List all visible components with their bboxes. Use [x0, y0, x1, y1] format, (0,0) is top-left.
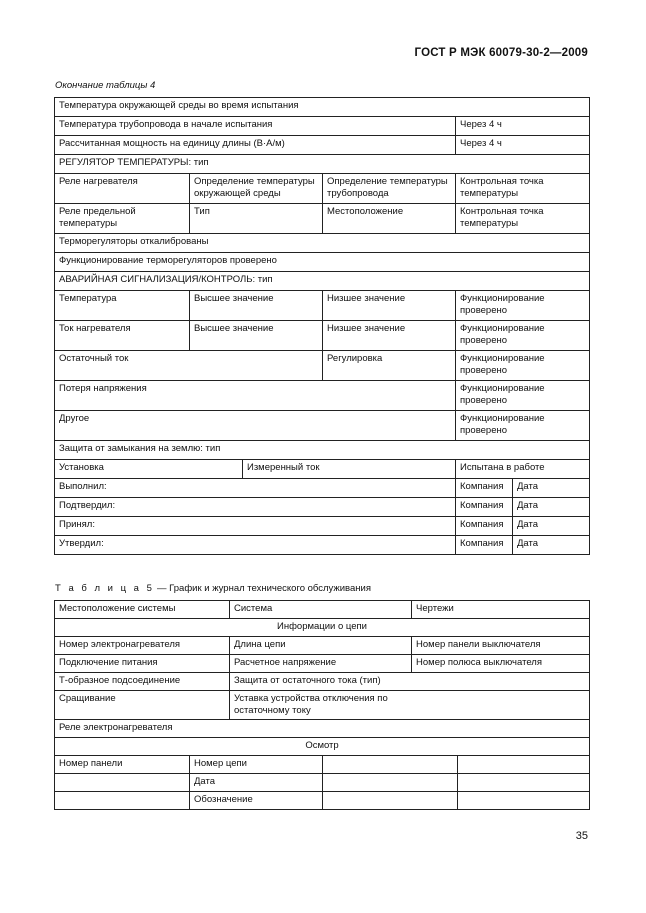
cell-voltage-loss: Потеря напряжения	[55, 381, 456, 411]
cell-circuit-info: Информации о цепи	[55, 619, 590, 637]
table-row	[55, 774, 590, 792]
cell-approved: Утвердил:	[55, 536, 456, 555]
cell-high-value: Высшее значение	[190, 291, 323, 321]
table-row	[55, 411, 590, 441]
cell-control-point: Контрольная точка температуры	[456, 174, 590, 204]
cell-location: Местоположение	[323, 204, 456, 234]
table-row	[55, 691, 590, 720]
cell-setting: Установка	[55, 460, 243, 479]
cell-inspection: Осмотр	[55, 738, 590, 756]
cell-date: Дата	[513, 536, 590, 555]
table-row	[55, 738, 590, 756]
cell-temperature: Температура	[55, 291, 190, 321]
table-row	[55, 536, 590, 555]
cell-date: Дата	[513, 479, 590, 498]
cell-breaker-panel-number: Номер панели выключателя	[412, 637, 590, 655]
table-row	[55, 272, 590, 291]
table-row	[55, 655, 590, 673]
table-row	[55, 253, 590, 272]
cell-performed: Выполнил:	[55, 479, 456, 498]
table-row	[55, 756, 590, 774]
cell-heater-relay: Реле нагревателя	[55, 174, 190, 204]
cell-measured-current: Измеренный ток	[243, 460, 456, 479]
table-row	[55, 637, 590, 655]
cell-empty	[55, 792, 190, 810]
table-row	[55, 720, 590, 738]
cell-func-checked: Функционирование проверено	[456, 321, 590, 351]
cell-empty	[458, 756, 590, 774]
table5-caption-title: — График и журнал технического обслуживания	[154, 583, 371, 594]
standard-header: ГОСТ Р МЭК 60079-30-2—2009	[414, 47, 588, 59]
cell-date: Дата	[513, 517, 590, 536]
cell-company: Компания	[456, 536, 513, 555]
cell-limit-relay: Реле предельной температуры	[55, 204, 190, 234]
cell-alarm: АВАРИЙНАЯ СИГНАЛИЗАЦИЯ/КОНТРОЛЬ: тип	[55, 272, 590, 291]
cell-after-4h: Через 4 ч	[456, 136, 590, 155]
cell-empty	[55, 774, 190, 792]
table-row	[55, 498, 590, 517]
cell-power-connection: Подключение питания	[55, 655, 230, 673]
cell-adjustment: Регулировка	[323, 351, 456, 381]
cell-high-value: Высшее значение	[190, 321, 323, 351]
cell-splicing: Сращивание	[55, 691, 230, 720]
cell-function-checked: Функционирование терморегуляторов проверено	[55, 253, 590, 272]
cell-designation: Обозначение	[190, 792, 323, 810]
cell-empty	[458, 792, 590, 810]
cell-panel-number: Номер панели	[55, 756, 190, 774]
cell-drawings: Чертежи	[412, 601, 590, 619]
table-row	[55, 673, 590, 691]
page-number: 35	[575, 830, 588, 842]
cell-pipe-detection: Определение температуры трубопровода	[323, 174, 456, 204]
table-row	[55, 381, 590, 411]
cell-func-checked: Функционирование проверено	[456, 291, 590, 321]
table5-caption	[55, 583, 371, 594]
cell-heater-number: Номер электронагревателя	[55, 637, 230, 655]
cell-type: Тип	[190, 204, 323, 234]
cell-low-value: Низшее значение	[323, 291, 456, 321]
table-row	[55, 601, 590, 619]
table-row	[55, 136, 590, 155]
cell-rcd-setting	[230, 691, 590, 720]
cell-low-value: Низшее значение	[323, 321, 456, 351]
cell-heater-relay: Реле электронагревателя	[55, 720, 590, 738]
table-row	[55, 155, 590, 174]
cell-power-per-length: Рассчитанная мощность на единицу длины (В·А/м)	[55, 136, 456, 155]
table-4	[54, 97, 590, 555]
cell-empty	[458, 774, 590, 792]
cell-confirmed: Подтвердил:	[55, 498, 456, 517]
table-row	[55, 479, 590, 498]
cell-other: Другое	[55, 411, 456, 441]
cell-circuit-number: Номер цепи	[190, 756, 323, 774]
table-row	[55, 460, 590, 479]
cell-company: Компания	[456, 517, 513, 536]
cell-rated-voltage: Расчетное напряжение	[230, 655, 412, 673]
cell-heater-current: Ток нагревателя	[55, 321, 190, 351]
table-row	[55, 98, 590, 117]
table-row	[55, 321, 590, 351]
table-row	[55, 792, 590, 810]
cell-system-location: Местоположение системы	[55, 601, 230, 619]
cell-func-checked: Функционирование проверено	[456, 381, 590, 411]
table-row	[55, 204, 590, 234]
table-row	[55, 117, 590, 136]
cell-func-checked: Функционирование проверено	[456, 411, 590, 441]
cell-empty	[323, 774, 458, 792]
cell-empty	[323, 756, 458, 774]
table4-caption: Окончание таблицы 4	[55, 80, 156, 91]
table-row	[55, 619, 590, 637]
cell-date: Дата	[513, 498, 590, 517]
cell-ambient-detection: Определение температуры окружающей среды	[190, 174, 323, 204]
cell-ambient-temp: Температура окружающей среды во время испытания	[55, 98, 590, 117]
table-row	[55, 291, 590, 321]
cell-ground-fault: Защита от замыкания на землю: тип	[55, 441, 590, 460]
cell-func-checked: Функционирование проверено	[456, 351, 590, 381]
cell-company: Компания	[456, 479, 513, 498]
cell-after-4h: Через 4 ч	[456, 117, 590, 136]
cell-t-connection: Т-образное подсоединение	[55, 673, 230, 691]
table-row	[55, 234, 590, 253]
cell-pipe-temp-start: Температура трубопровода в начале испытания	[55, 117, 456, 136]
cell-temp-regulator: РЕГУЛЯТОР ТЕМПЕРАТУРЫ: тип	[55, 155, 590, 174]
table-row	[55, 351, 590, 381]
table-row	[55, 517, 590, 536]
rcd-setting-text: Уставка устройства отключения по остаточному току	[234, 693, 388, 716]
cell-system: Система	[230, 601, 412, 619]
table-row	[55, 441, 590, 460]
cell-company: Компания	[456, 498, 513, 517]
cell-tested-in-operation: Испытана в работе	[456, 460, 590, 479]
table-row	[55, 174, 590, 204]
cell-date: Дата	[190, 774, 323, 792]
cell-rcd-type: Защита от остаточного тока (тип)	[230, 673, 590, 691]
cell-empty	[323, 792, 458, 810]
cell-breaker-pole-number: Номер полюса выключателя	[412, 655, 590, 673]
table-5	[54, 600, 590, 810]
cell-circuit-length: Длина цепи	[230, 637, 412, 655]
cell-residual-current: Остаточный ток	[55, 351, 323, 381]
table5-caption-label: Т а б л и ц а 5	[55, 583, 155, 594]
cell-calibrated: Терморегуляторы откалиброваны	[55, 234, 590, 253]
cell-accepted: Принял:	[55, 517, 456, 536]
cell-control-point: Контрольная точка температуры	[456, 204, 590, 234]
